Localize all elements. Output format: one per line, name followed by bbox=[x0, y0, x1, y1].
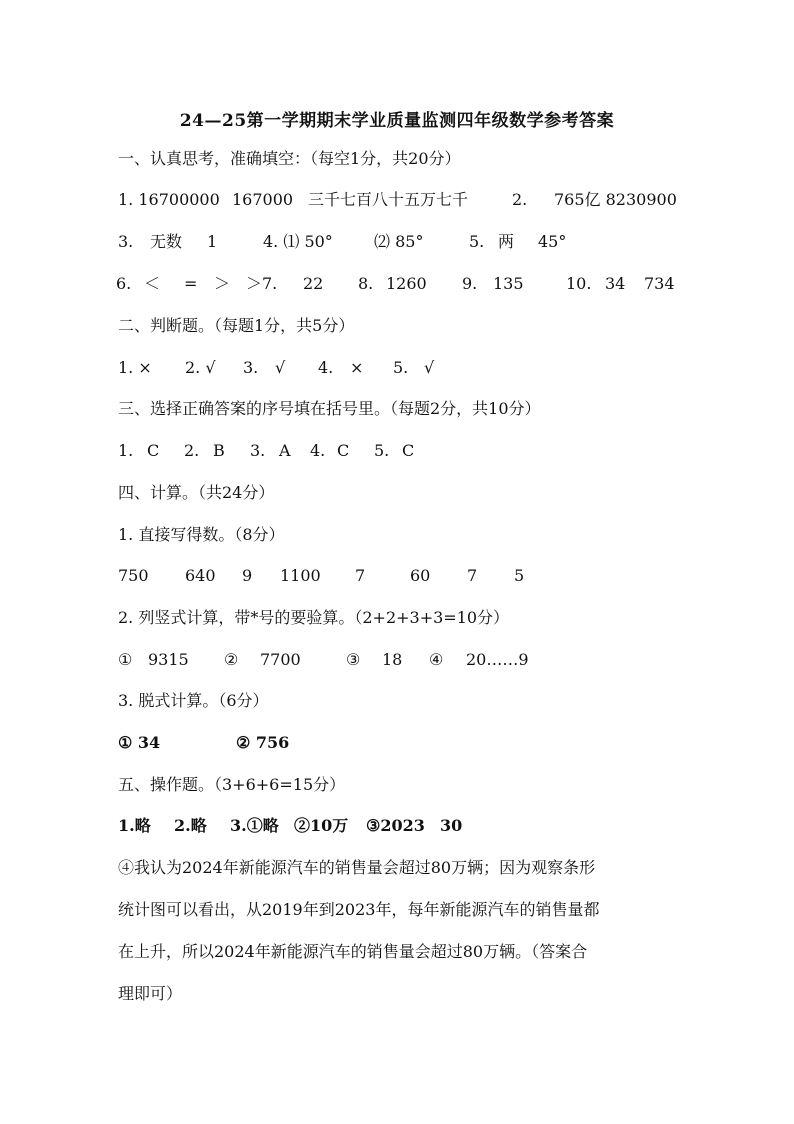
answer-item: 三千七百八十五万七千 bbox=[308, 190, 469, 209]
answer-item: 5. bbox=[374, 441, 390, 460]
answer-item: × bbox=[350, 358, 364, 377]
answer-item: 1 bbox=[207, 232, 218, 251]
answer-item: 1. × bbox=[118, 358, 152, 377]
s4-part-1-label: 1. 直接写得数。（8分） bbox=[118, 525, 285, 544]
answer-item: 5. bbox=[393, 358, 409, 377]
answer-item: C bbox=[147, 441, 160, 460]
answer-item: ① bbox=[118, 650, 133, 669]
answer-item: 1260 bbox=[386, 274, 427, 293]
answer-item: 4. bbox=[318, 358, 334, 377]
answer-item: 4. bbox=[310, 441, 326, 460]
answer-item: 4. ⑴ 50° bbox=[263, 232, 333, 251]
answer-item: 9315 bbox=[148, 650, 189, 669]
answer-item: 167000 bbox=[232, 190, 294, 209]
answer-item: 34 bbox=[605, 274, 626, 293]
answer-item: 3.①略 bbox=[230, 816, 279, 835]
s4-part-2-answers bbox=[118, 649, 718, 671]
answer-item: 5 bbox=[514, 566, 525, 585]
answer-item: 20……9 bbox=[466, 650, 529, 669]
s4-part-3-answers bbox=[118, 732, 718, 754]
answer-item: 6. bbox=[116, 274, 132, 293]
answer-item: 750 bbox=[118, 566, 149, 585]
answer-item: B bbox=[213, 441, 225, 460]
answer-item: 7 bbox=[467, 566, 478, 585]
s4-part-2-label: 2. 列竖式计算，带*号的要验算。（2+2+3+3=10分） bbox=[118, 608, 510, 627]
answer-item: 7 bbox=[355, 566, 366, 585]
answer-item: 734 bbox=[644, 274, 675, 293]
answer-item: ＞7. bbox=[246, 274, 278, 293]
answer-item: 135 bbox=[493, 274, 524, 293]
answer-item: ⑵ 85° bbox=[374, 232, 424, 251]
answer-item: 8. bbox=[358, 274, 374, 293]
s5-paragraph-line-3: 在上升，所以2024年新能源汽车的销售量会超过80万辆。（答案合 bbox=[118, 942, 588, 961]
answer-item: 22 bbox=[303, 274, 324, 293]
answer-item: 5. bbox=[469, 232, 485, 251]
answer-item: A bbox=[279, 441, 291, 460]
section-5-heading: 五、操作题。（3+6+6=15分） bbox=[118, 775, 346, 794]
answer-item: 3. bbox=[243, 358, 259, 377]
answer-item: ② 756 bbox=[236, 733, 290, 752]
answer-item: 1. bbox=[118, 441, 134, 460]
answer-item: 45° bbox=[538, 232, 567, 251]
answer-item: 60 bbox=[410, 566, 431, 585]
answer-item: √ bbox=[424, 358, 435, 377]
answer-item: 2. bbox=[184, 441, 200, 460]
s5-paragraph-line-4: 理即可） bbox=[118, 984, 183, 1003]
answer-item: 两 bbox=[498, 232, 515, 251]
s4-part-3-label: 3. 脱式计算。（6分） bbox=[118, 691, 269, 710]
section-2-heading: 二、判断题。（每题1分，共5分） bbox=[118, 316, 355, 335]
answer-item: 9. bbox=[462, 274, 478, 293]
page-title: 24—25第一学期期末学业质量监测四年级数学参考答案 bbox=[179, 111, 615, 131]
s5-paragraph-line-1: ④我认为2024年新能源汽车的销售量会超过80万辆；因为观察条形 bbox=[118, 858, 596, 877]
answer-item: 3. bbox=[250, 441, 266, 460]
s4-part-1-answers bbox=[118, 565, 718, 587]
answer-item: ④ bbox=[429, 650, 444, 669]
answer-item: √ bbox=[275, 358, 286, 377]
answer-item: 2.略 bbox=[174, 816, 207, 835]
section-1-heading: 一、认真思考，准确填空：（每空1分，共20分） bbox=[118, 149, 461, 168]
s5-paragraph-line-2: 统计图可以看出，从2019年到2023年，每年新能源汽车的销售量都 bbox=[118, 900, 600, 919]
s3-row-1 bbox=[118, 440, 718, 462]
answer-item: 1. 16700000 bbox=[118, 190, 220, 209]
answer-item: 9 bbox=[242, 566, 253, 585]
answer-item: ②10万 bbox=[294, 816, 349, 835]
answer-item: ③ bbox=[346, 650, 361, 669]
section-4-heading: 四、计算。（共24分） bbox=[118, 483, 275, 502]
answer-item: 1.略 bbox=[118, 816, 151, 835]
answer-item: 无数 bbox=[150, 232, 183, 251]
answer-item: 640 bbox=[185, 566, 216, 585]
answer-item: 1100 bbox=[280, 566, 321, 585]
answer-item: 765亿 8230900 bbox=[554, 190, 677, 209]
answer-item: 2. bbox=[512, 190, 528, 209]
answer-item: ＜ bbox=[144, 274, 161, 293]
answer-item: 10. bbox=[566, 274, 592, 293]
s1-row-1 bbox=[118, 189, 718, 211]
answer-item: 3. bbox=[118, 232, 134, 251]
answer-item: 2. √ bbox=[185, 358, 216, 377]
section-3-heading: 三、选择正确答案的序号填在括号里。（每题2分，共10分） bbox=[118, 399, 541, 418]
answer-item: ① 34 bbox=[118, 733, 161, 752]
answer-item: 30 bbox=[440, 816, 463, 835]
answer-item: C bbox=[402, 441, 415, 460]
s1-row-3 bbox=[116, 273, 716, 295]
answer-item: C bbox=[337, 441, 350, 460]
answer-item: ② bbox=[224, 650, 239, 669]
answer-item: ＞ bbox=[214, 274, 231, 293]
answer-item: 7700 bbox=[260, 650, 301, 669]
s2-row-1 bbox=[118, 357, 718, 379]
answer-item: 18 bbox=[382, 650, 403, 669]
s5-row-1 bbox=[118, 815, 718, 837]
answer-item: ③2023 bbox=[366, 816, 425, 835]
s1-row-2 bbox=[118, 231, 718, 253]
answer-item: = bbox=[184, 274, 198, 293]
